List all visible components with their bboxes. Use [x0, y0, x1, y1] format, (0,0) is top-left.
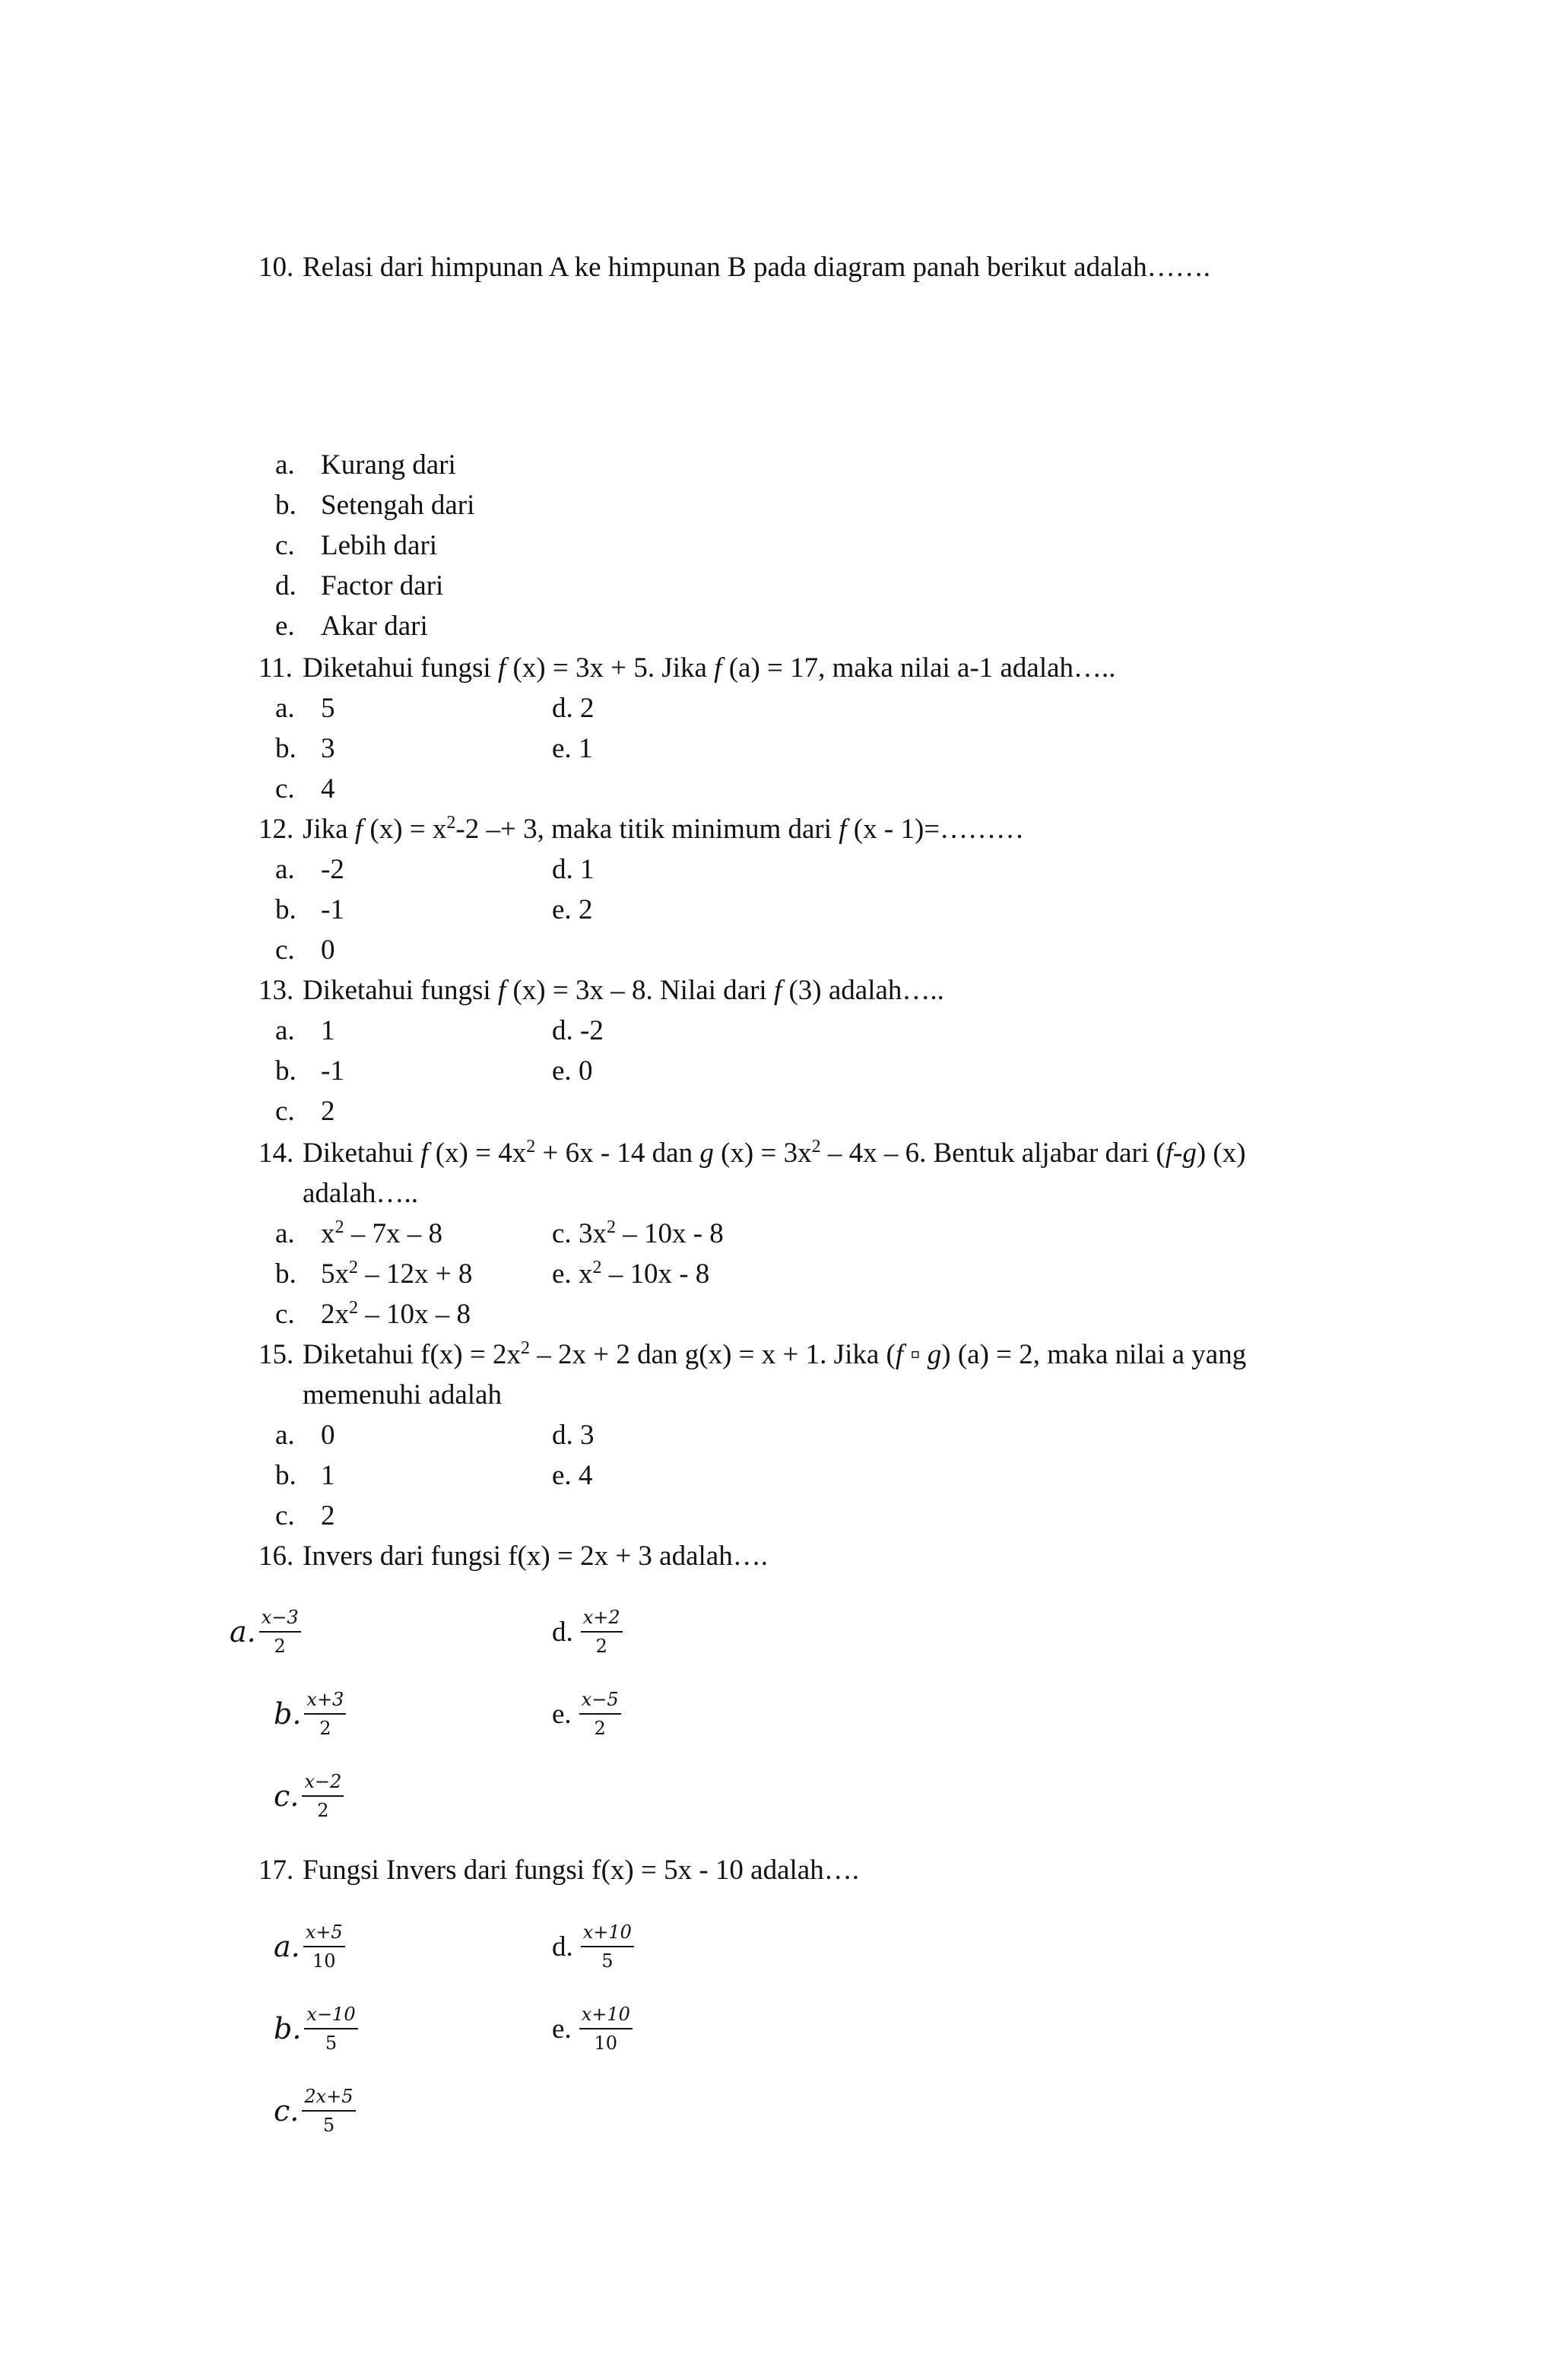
question-15-continued: memenuhi adalah — [303, 1379, 502, 1411]
question-13: 13. Diketahui fungsi f (x) = 3x – 8. Nilai dari f (3) adalah….. — [258, 975, 944, 1006]
option-16c: c. $\frac{x-2}{2}$ — [274, 1760, 344, 1833]
option-15c: c. 2 — [275, 1500, 335, 1531]
option-12e: e. 2 — [552, 894, 593, 925]
fraction: $\frac{x+3}{2}$ — [304, 1688, 346, 1740]
option-14c-right: c. $3x^2 - 10x - 8$ — [552, 1217, 724, 1249]
fraction: $\frac{x-5}{2}$ — [579, 1688, 621, 1740]
option-13b: b. -1 — [275, 1055, 344, 1087]
question-10 — [258, 249, 1210, 286]
option-15a: a. 0 — [275, 1420, 335, 1451]
option-13d: d. -2 — [552, 1015, 604, 1046]
option-11b: b. 3 — [275, 733, 335, 764]
option-16b: b. $\frac{x+3}{2}$ — [274, 1677, 346, 1750]
option-14c: c. $2x^2 - 10x - 8$ — [275, 1298, 471, 1330]
option-10b: b. Setengah dari — [275, 490, 475, 521]
option-11d: d. 2 — [552, 693, 595, 724]
option-17d: d. $\frac{x+10}{5}$ — [552, 1910, 634, 1983]
question-15: 15. Diketahui $f(x) = 2x^2 - 2x + 2$ dan g(x) = x + 1. Jika (f ▫ g) (a) = 2, maka nilai a yang — [258, 1338, 1247, 1370]
option-15b: b. 1 — [275, 1460, 335, 1491]
option-13e: e. 0 — [552, 1055, 593, 1087]
question-17: 17. Fungsi Invers dari fungsi f(x) = 5x - 10 adalah…. — [258, 1855, 859, 1886]
option-10c: c. Lebih dari — [275, 530, 438, 561]
fraction: $\frac{x-3}{2}$ — [259, 1606, 301, 1658]
fraction: $\frac{x+2}{2}$ — [581, 1606, 623, 1658]
fraction: $\frac{x-2}{2}$ — [302, 1770, 344, 1822]
option-14e: e. $x^2 - 10x - 8$ — [552, 1258, 710, 1290]
option-13a: a. 1 — [275, 1015, 335, 1046]
option-14a: a. $x^2 - 7x - 8$ — [275, 1217, 442, 1249]
option-15d: d. 3 — [552, 1420, 595, 1451]
fraction: $\frac{2x+5}{5}$ — [302, 2085, 355, 2137]
fraction: $\frac{x+10}{5}$ — [581, 1921, 634, 1972]
option-16a: a. $\frac{x-3}{2}$ — [230, 1595, 301, 1668]
option-11c: c. 4 — [275, 773, 335, 804]
fraction: $\frac{x+5}{10}$ — [303, 1921, 345, 1972]
option-12a: a. -2 — [275, 854, 344, 885]
question-number: 10. — [258, 252, 294, 283]
option-17c: c. $\frac{2x+5}{5}$ — [274, 2074, 356, 2147]
fraction: $\frac{x+10}{10}$ — [579, 2003, 633, 2055]
option-11a: a. 5 — [275, 693, 335, 724]
question-11: 11. Diketahui fungsi f (x) = 3x + 5. Jika f (a) = 17, maka nilai a-1 adalah….. — [258, 652, 1116, 684]
option-15e: e. 4 — [552, 1460, 593, 1491]
question-text: Relasi dari himpunan A ke himpunan B pada diagram panah berikut adalah……. — [303, 252, 1210, 283]
option-11e: e. 1 — [552, 733, 593, 764]
option-16e: e. $\frac{x-5}{2}$ — [552, 1677, 621, 1750]
option-10a: a. Kurang dari — [275, 449, 456, 481]
question-16: 16. Invers dari fungsi f(x) = 2x + 3 adalah…. — [258, 1541, 768, 1572]
question-14-continued: adalah….. — [303, 1178, 419, 1209]
option-10e: e. Akar dari — [275, 611, 428, 642]
fraction: $\frac{x-10}{5}$ — [304, 2003, 357, 2055]
option-12c: c. 0 — [275, 935, 335, 966]
question-12: 12. Jika f $(x) = x^2-2 -+ 3$, maka titik minimum dari f (x - 1)=……… — [258, 813, 1025, 845]
option-17b: b. $\frac{x-10}{5}$ — [274, 1992, 358, 2065]
question-14: 14. Diketahui f $(x) = 4x^2 + 6x - 14$ dan g $(x) = 3x^2 - 4x - 6$. Bentuk aljabar dari (f-g) (x) — [258, 1137, 1246, 1169]
option-10d: d. Factor dari — [275, 570, 444, 601]
option-16d: d. $\frac{x+2}{2}$ — [552, 1595, 623, 1668]
option-17e: e. $\frac{x+10}{10}$ — [552, 1992, 633, 2065]
option-13c: c. 2 — [275, 1096, 335, 1127]
option-12d: d. 1 — [552, 854, 595, 885]
option-17a: a. $\frac{x+5}{10}$ — [274, 1910, 345, 1983]
option-14b: b. $5x^2 - 12x + 8$ — [275, 1258, 473, 1290]
option-12b: b. -1 — [275, 894, 344, 925]
